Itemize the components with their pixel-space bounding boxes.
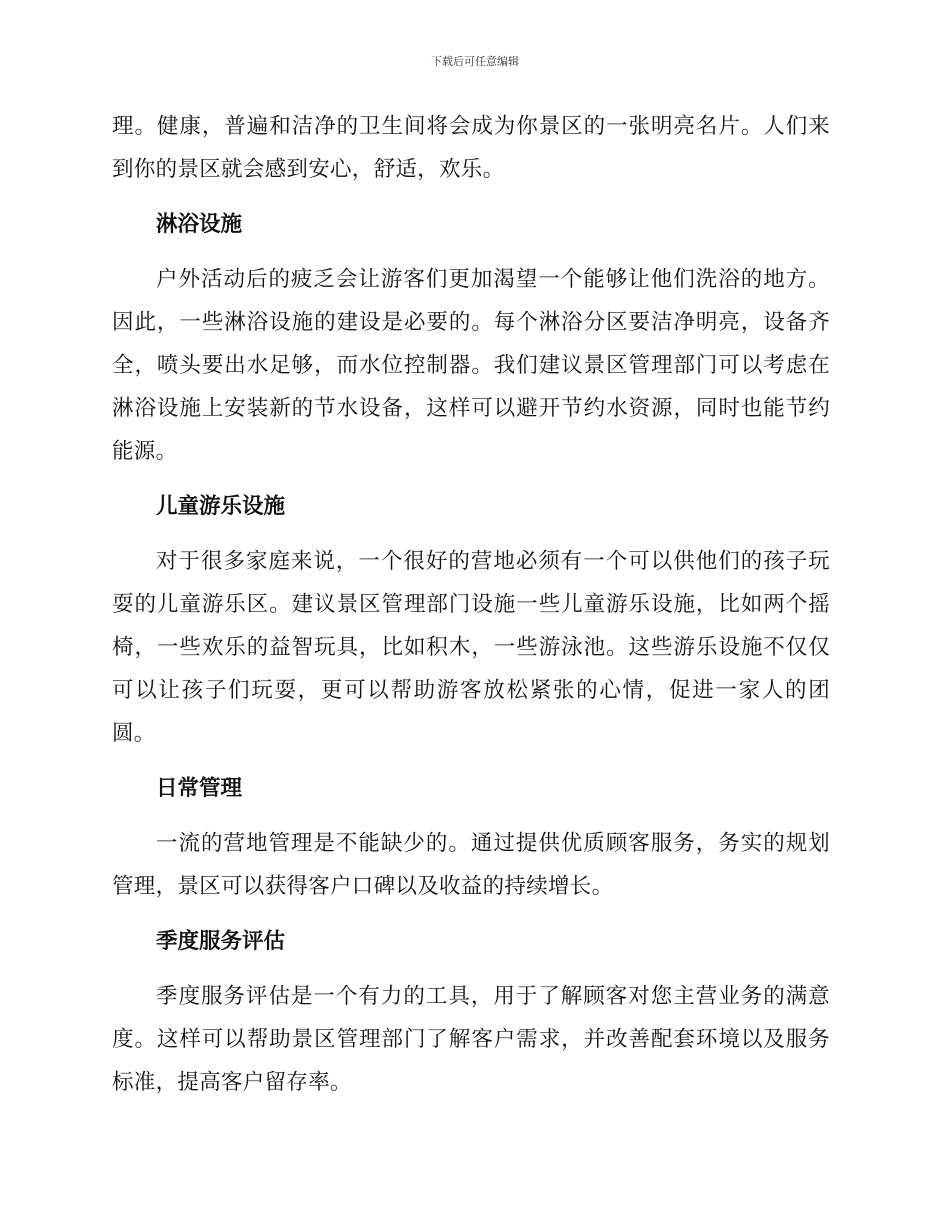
section-body-shower: 户外活动后的疲乏会让游客们更加渴望一个能够让他们洗浴的地方。因此，一些淋浴设施的建设是必要的。每个淋浴分区要洁净明亮，设备齐全，喷头要出水足够，而水位控制器。我们建议景区管理部门可以考虑在淋浴设施上安装新的节水设备，这样可以避开节约水资源，同时也能节约能源。 (112, 267, 830, 464)
document-body (112, 105, 830, 1116)
intro-paragraph: 理。健康，普遍和洁净的卫生间将会成为你景区的一张明亮名片。人们来到你的景区就会感到安心，舒适，欢乐。 (112, 114, 830, 182)
section-body-quarterly-review: 季度服务评估是一个有力的工具，用于了解顾客对您主营业务的满意度。这样可以帮助景区管理部门了解客户需求，并改善配套环境以及服务标准，提高客户留存率。 (112, 984, 830, 1095)
section-body-daily-management: 一流的营地管理是不能缺少的。通过提供优质顾客服务，务实的规划管理，景区可以获得客户口碑以及收益的持续增长。 (112, 831, 830, 899)
section-heading-daily-management: 日常管理 (156, 776, 243, 801)
section-heading-playground: 儿童游乐设施 (156, 494, 286, 519)
section-heading-shower: 淋浴设施 (156, 212, 243, 237)
section-body-playground: 对于很多家庭来说，一个很好的营地必须有一个可以供他们的孩子玩耍的儿童游乐区。建议景区管理部门设施一些儿童游乐设施，比如两个摇椅，一些欢乐的益智玩具，比如积木，一些游泳池。这些游乐设施不仅仅可以让孩子们玩耍，更可以帮助游客放松紧张的心情，促进一家人的团圆。 (112, 549, 830, 746)
section-heading-quarterly-review: 季度服务评估 (156, 929, 286, 954)
page-header: 下载后可任意编辑 (431, 55, 519, 68)
